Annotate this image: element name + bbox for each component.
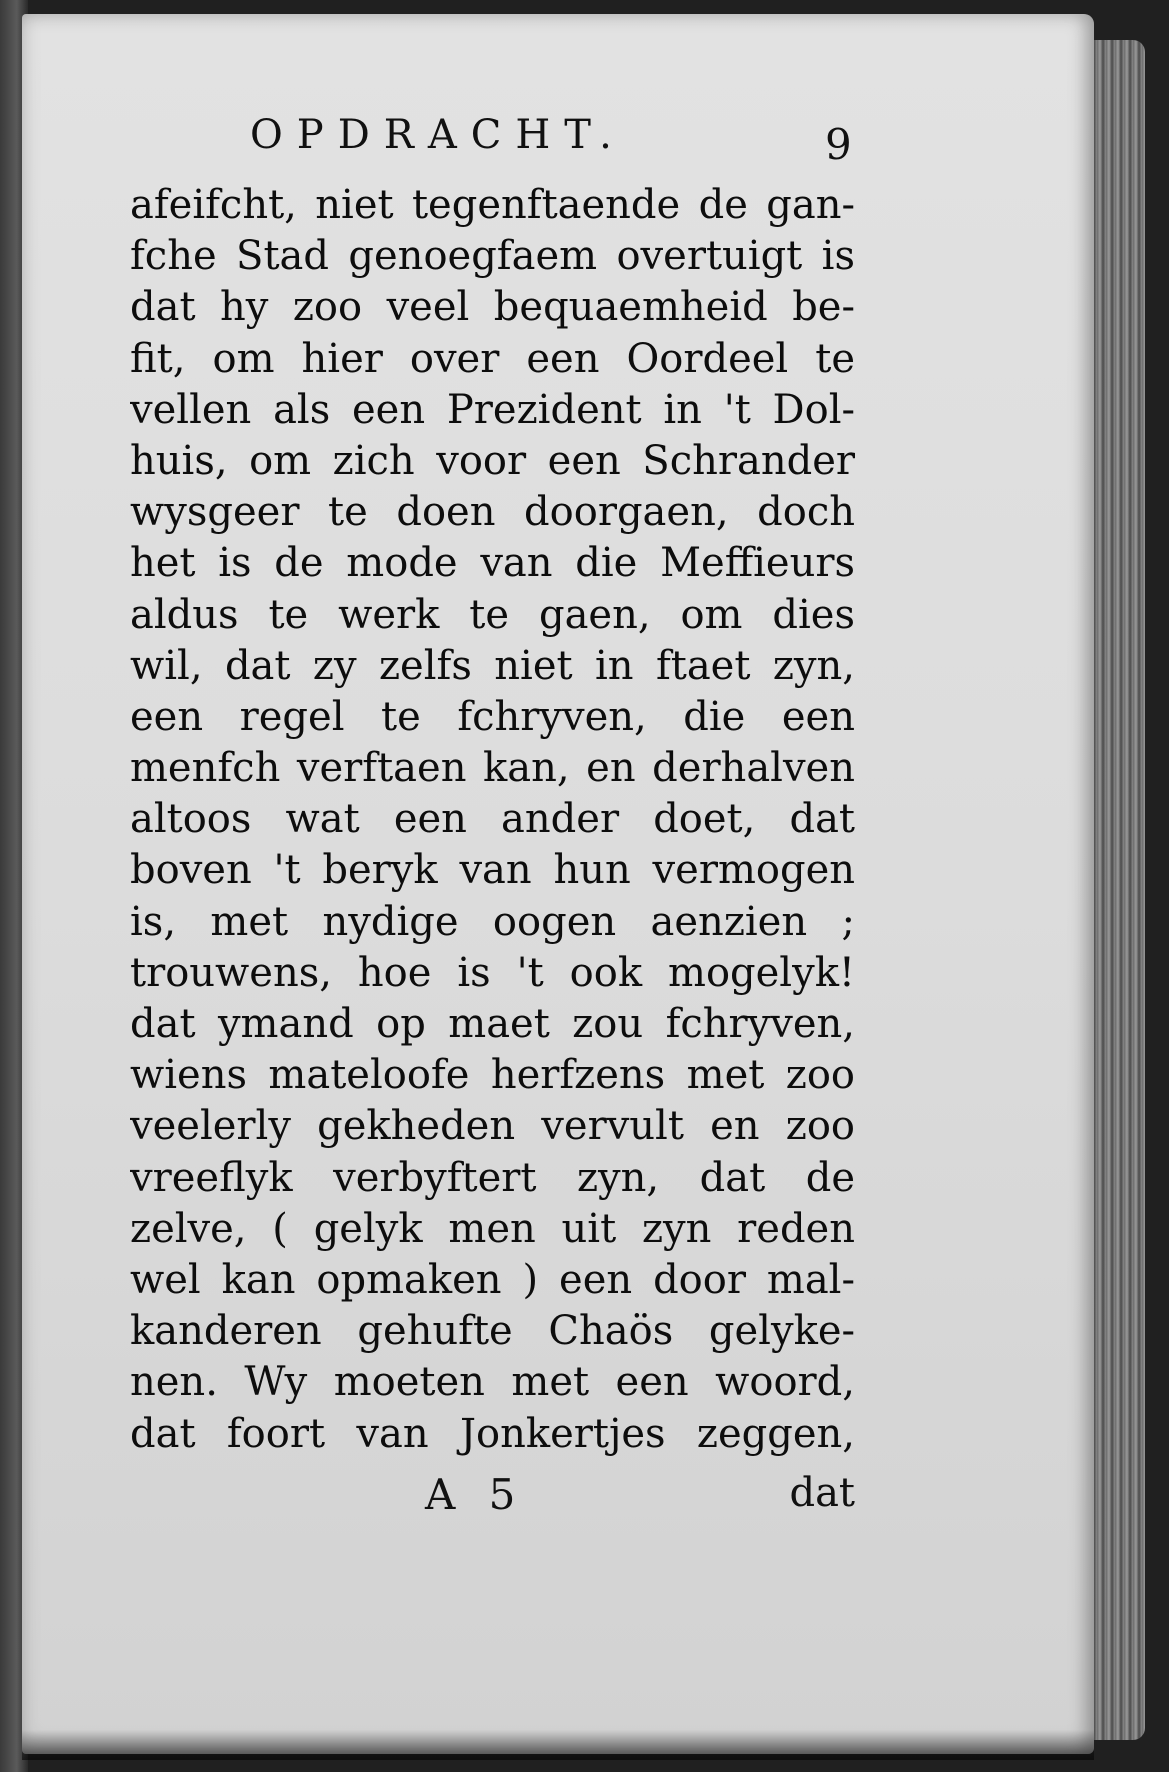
text-line: nen. Wy moeten met een woord, xyxy=(130,1359,855,1406)
running-head: OPDRACHT. xyxy=(250,112,626,158)
text-line: huis, om zich voor een Schrander xyxy=(130,437,855,484)
text-line: veelerly gekheden vervult en zoo xyxy=(130,1103,855,1150)
page-footer xyxy=(130,1470,855,1530)
text-line: een regel te fchryven, die een xyxy=(130,693,855,740)
text-line: wysgeer te doen doorgaen, doch xyxy=(130,489,855,536)
text-line: wil, dat zy zelfs niet in ftaet zyn, xyxy=(130,642,855,689)
text-line: trouwens, hoe is 't ook mogelyk! xyxy=(130,949,855,996)
signature-mark: A 5 xyxy=(425,1470,526,1519)
text-line: is, met nydige oogen aenzien ; xyxy=(130,898,855,945)
text-line: fit, om hier over een Oordeel te xyxy=(130,335,855,382)
text-line: dat foort van Jonkertjes zeggen, xyxy=(130,1410,855,1457)
text-line: dat ymand op maet zou fchryven, xyxy=(130,1001,855,1047)
text-line: wiens mateloofe herfzens met zoo xyxy=(130,1052,855,1099)
text-line: menfch verftaen kan, en derhalven xyxy=(130,745,855,792)
text-line: kanderen gehufte Chaös gelyke- xyxy=(130,1308,855,1355)
page-shadow xyxy=(22,1730,1094,1760)
page-header xyxy=(250,112,870,172)
text-line: vellen als een Prezident in 't Dol- xyxy=(130,386,855,433)
text-line: vreeflyk verbyftert zyn, dat de xyxy=(130,1154,855,1201)
text-line: dat hy zoo veel bequaemheid be- xyxy=(130,284,855,331)
text-line: het is de mode van die Meffieurs xyxy=(130,540,855,587)
catchword: dat xyxy=(789,1470,855,1516)
page-number: 9 xyxy=(825,120,852,169)
body-text xyxy=(130,180,855,1460)
text-line: boven 't beryk van hun vermogen xyxy=(130,847,855,894)
text-line: zelve, ( gelyk men uit zyn reden xyxy=(130,1205,855,1252)
text-line: altoos wat een ander doet, dat xyxy=(130,796,855,843)
text-line: wel kan opmaken ) een door mal- xyxy=(130,1256,855,1303)
text-line: afeifcht, niet tegenftaende de gan- xyxy=(130,182,855,228)
text-line: aldus te werk te gaen, om dies xyxy=(130,591,855,638)
text-line: fche Stad genoegfaem overtuigt is xyxy=(130,233,855,280)
